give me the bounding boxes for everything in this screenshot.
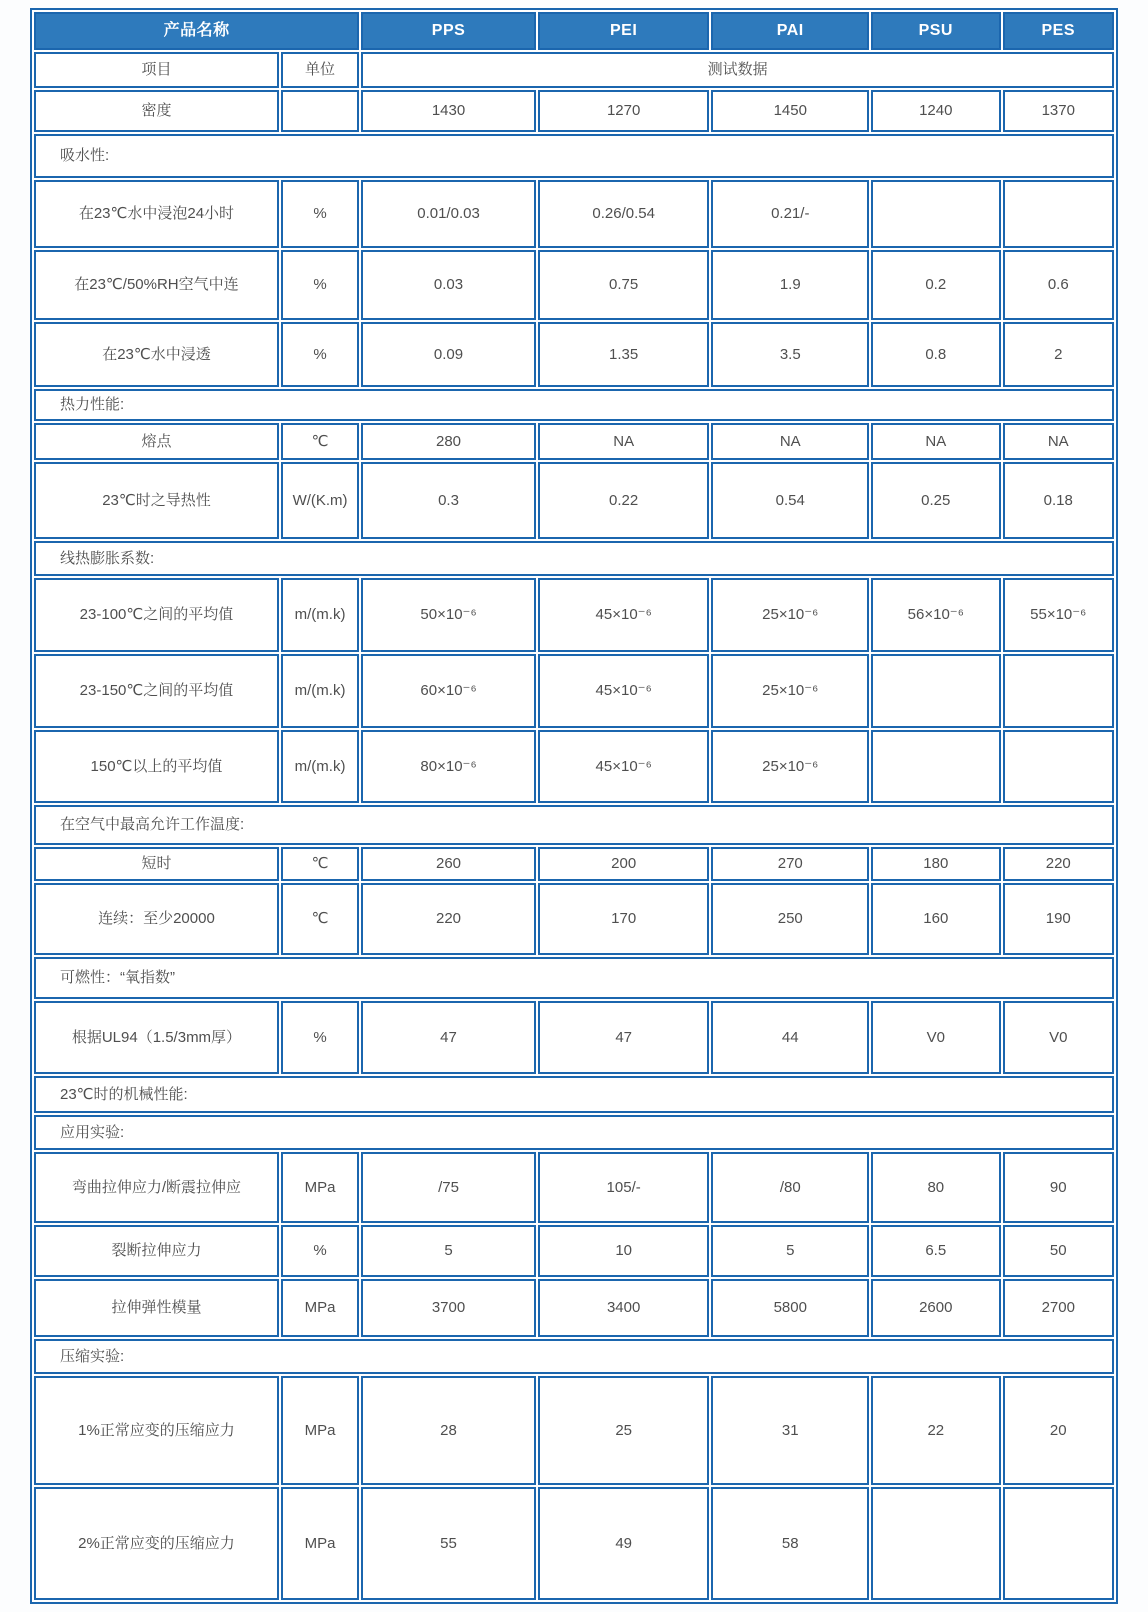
value-cell-psu: 1240 xyxy=(871,90,1000,132)
value-cell-pei: 47 xyxy=(538,1001,710,1074)
value-cell-pai: 1.9 xyxy=(711,250,869,320)
value-cell-pei: 10 xyxy=(538,1225,710,1277)
value-cell-pai: 270 xyxy=(711,847,869,881)
value-cell-pes: 50 xyxy=(1003,1225,1114,1277)
table-row xyxy=(34,654,1114,728)
value-cell-pai: 3.5 xyxy=(711,322,869,387)
value-cell-pai: NA xyxy=(711,423,869,460)
value-cell-pes: 0.18 xyxy=(1003,462,1114,539)
value-cell-psu xyxy=(871,180,1000,248)
value-cell-psu: 0.8 xyxy=(871,322,1000,387)
value-cell-pei: 45×10⁻⁶ xyxy=(538,578,710,652)
item-cell: 根据UL94（1.5/3mm厚） xyxy=(34,1001,279,1074)
value-cell-pes: 90 xyxy=(1003,1152,1114,1223)
table-row xyxy=(34,322,1114,387)
subheader-row xyxy=(34,52,1114,88)
value-cell-psu: 0.25 xyxy=(871,462,1000,539)
value-cell-pei: 0.22 xyxy=(538,462,710,539)
value-cell-pes xyxy=(1003,654,1114,728)
section-label-cell: 应用实验: xyxy=(34,1115,1114,1150)
product-column-psu: PSU xyxy=(871,12,1000,50)
value-cell-pei: 49 xyxy=(538,1487,710,1600)
unit-cell xyxy=(281,90,359,132)
item-cell: 短时 xyxy=(34,847,279,881)
unit-cell: m/(m.k) xyxy=(281,654,359,728)
unit-cell: m/(m.k) xyxy=(281,730,359,803)
product-column-pps: PPS xyxy=(361,12,536,50)
unit-cell: MPa xyxy=(281,1152,359,1223)
section-label-cell: 吸水性: xyxy=(34,134,1114,178)
value-cell-pes xyxy=(1003,730,1114,803)
value-cell-pai: 0.21/- xyxy=(711,180,869,248)
unit-cell: ℃ xyxy=(281,883,359,955)
value-cell-pei: 0.75 xyxy=(538,250,710,320)
value-cell-pes: NA xyxy=(1003,423,1114,460)
section-row xyxy=(34,541,1114,576)
value-cell-pei: 3400 xyxy=(538,1279,710,1337)
item-cell: 23-150℃之间的平均值 xyxy=(34,654,279,728)
table-row xyxy=(34,250,1114,320)
value-cell-pei: 45×10⁻⁶ xyxy=(538,654,710,728)
value-cell-pes xyxy=(1003,1487,1114,1600)
value-cell-pei: 45×10⁻⁶ xyxy=(538,730,710,803)
unit-cell: ℃ xyxy=(281,847,359,881)
value-cell-psu: 56×10⁻⁶ xyxy=(871,578,1000,652)
value-cell-psu: 0.2 xyxy=(871,250,1000,320)
value-cell-pps: 0.01/0.03 xyxy=(361,180,536,248)
table-row xyxy=(34,90,1114,132)
value-cell-pps: 0.3 xyxy=(361,462,536,539)
value-cell-pei: 200 xyxy=(538,847,710,881)
section-row xyxy=(34,1076,1114,1113)
value-cell-pei: 25 xyxy=(538,1376,710,1485)
unit-cell: % xyxy=(281,180,359,248)
test-data-header: 测试数据 xyxy=(361,52,1114,88)
value-cell-pes: 220 xyxy=(1003,847,1114,881)
value-cell-psu: 22 xyxy=(871,1376,1000,1485)
section-label-cell: 线热膨胀系数: xyxy=(34,541,1114,576)
value-cell-pps: 280 xyxy=(361,423,536,460)
table-row xyxy=(34,1225,1114,1277)
value-cell-psu: V0 xyxy=(871,1001,1000,1074)
unit-cell: m/(m.k) xyxy=(281,578,359,652)
table-row xyxy=(34,730,1114,803)
table-row xyxy=(34,1376,1114,1485)
value-cell-pes: 20 xyxy=(1003,1376,1114,1485)
section-row xyxy=(34,134,1114,178)
table-row xyxy=(34,578,1114,652)
value-cell-psu xyxy=(871,654,1000,728)
section-label-cell: 可燃性：“氧指数” xyxy=(34,957,1114,999)
item-cell: 2%正常应变的压缩应力 xyxy=(34,1487,279,1600)
value-cell-pps: 0.03 xyxy=(361,250,536,320)
value-cell-pps: 50×10⁻⁶ xyxy=(361,578,536,652)
value-cell-psu: NA xyxy=(871,423,1000,460)
value-cell-psu: 80 xyxy=(871,1152,1000,1223)
value-cell-pes: 55×10⁻⁶ xyxy=(1003,578,1114,652)
section-row xyxy=(34,957,1114,999)
unit-cell: W/(K.m) xyxy=(281,462,359,539)
item-cell: 在23℃/50%RH空气中连 xyxy=(34,250,279,320)
material-properties-table xyxy=(30,8,1118,1604)
item-cell: 弯曲拉伸应力/断震拉伸应 xyxy=(34,1152,279,1223)
item-cell: 在23℃水中浸泡24小时 xyxy=(34,180,279,248)
unit-cell: % xyxy=(281,322,359,387)
unit-cell: MPa xyxy=(281,1376,359,1485)
table-row xyxy=(34,462,1114,539)
value-cell-psu xyxy=(871,1487,1000,1600)
value-cell-pai: 250 xyxy=(711,883,869,955)
section-label-cell: 压缩实验: xyxy=(34,1339,1114,1374)
section-label-cell: 在空气中最高允许工作温度: xyxy=(34,805,1114,845)
value-cell-pei: 1.35 xyxy=(538,322,710,387)
value-cell-pps: /75 xyxy=(361,1152,536,1223)
value-cell-pei: NA xyxy=(538,423,710,460)
value-cell-pes xyxy=(1003,180,1114,248)
value-cell-pes: 1370 xyxy=(1003,90,1114,132)
value-cell-pai: /80 xyxy=(711,1152,869,1223)
product-header-row xyxy=(34,12,1114,50)
unit-header: 单位 xyxy=(281,52,359,88)
section-label-cell: 热力性能: xyxy=(34,389,1114,421)
value-cell-pei: 105/- xyxy=(538,1152,710,1223)
section-label-cell: 23℃时的机械性能: xyxy=(34,1076,1114,1113)
item-cell: 1%正常应变的压缩应力 xyxy=(34,1376,279,1485)
section-row xyxy=(34,1339,1114,1374)
section-row xyxy=(34,805,1114,845)
value-cell-pps: 220 xyxy=(361,883,536,955)
item-cell: 连续：至少20000 xyxy=(34,883,279,955)
item-cell: 拉伸弹性模量 xyxy=(34,1279,279,1337)
value-cell-pei: 1270 xyxy=(538,90,710,132)
table-row xyxy=(34,423,1114,460)
value-cell-pps: 5 xyxy=(361,1225,536,1277)
value-cell-pai: 25×10⁻⁶ xyxy=(711,654,869,728)
section-row xyxy=(34,1115,1114,1150)
table-row xyxy=(34,883,1114,955)
value-cell-pai: 0.54 xyxy=(711,462,869,539)
table-row xyxy=(34,180,1114,248)
item-cell: 裂断拉伸应力 xyxy=(34,1225,279,1277)
section-row xyxy=(34,389,1114,421)
unit-cell: MPa xyxy=(281,1279,359,1337)
value-cell-pei: 0.26/0.54 xyxy=(538,180,710,248)
value-cell-pps: 28 xyxy=(361,1376,536,1485)
unit-cell: ℃ xyxy=(281,423,359,460)
value-cell-pai: 5800 xyxy=(711,1279,869,1337)
table-row xyxy=(34,1152,1114,1223)
table-row xyxy=(34,1001,1114,1074)
value-cell-pps: 55 xyxy=(361,1487,536,1600)
value-cell-pai: 5 xyxy=(711,1225,869,1277)
value-cell-pes: 2700 xyxy=(1003,1279,1114,1337)
table-row xyxy=(34,847,1114,881)
unit-cell: % xyxy=(281,1001,359,1074)
value-cell-psu: 2600 xyxy=(871,1279,1000,1337)
value-cell-pps: 60×10⁻⁶ xyxy=(361,654,536,728)
value-cell-pes: 0.6 xyxy=(1003,250,1114,320)
product-column-pes: PES xyxy=(1003,12,1114,50)
value-cell-pes: V0 xyxy=(1003,1001,1114,1074)
value-cell-pps: 0.09 xyxy=(361,322,536,387)
value-cell-pes: 2 xyxy=(1003,322,1114,387)
item-cell: 23℃时之导热性 xyxy=(34,462,279,539)
table-row xyxy=(34,1279,1114,1337)
value-cell-pai: 1450 xyxy=(711,90,869,132)
unit-cell: % xyxy=(281,1225,359,1277)
table-row xyxy=(34,1487,1114,1600)
item-cell: 熔点 xyxy=(34,423,279,460)
product-name-header: 产品名称 xyxy=(34,12,359,50)
value-cell-pai: 58 xyxy=(711,1487,869,1600)
value-cell-pai: 25×10⁻⁶ xyxy=(711,730,869,803)
unit-cell: % xyxy=(281,250,359,320)
value-cell-psu xyxy=(871,730,1000,803)
item-cell: 密度 xyxy=(34,90,279,132)
item-cell: 在23℃水中浸透 xyxy=(34,322,279,387)
value-cell-pai: 44 xyxy=(711,1001,869,1074)
product-column-pei: PEI xyxy=(538,12,710,50)
value-cell-psu: 180 xyxy=(871,847,1000,881)
value-cell-pai: 25×10⁻⁶ xyxy=(711,578,869,652)
value-cell-pps: 47 xyxy=(361,1001,536,1074)
value-cell-pps: 1430 xyxy=(361,90,536,132)
value-cell-psu: 160 xyxy=(871,883,1000,955)
product-column-pai: PAI xyxy=(711,12,869,50)
value-cell-pes: 190 xyxy=(1003,883,1114,955)
item-cell: 150℃以上的平均值 xyxy=(34,730,279,803)
value-cell-pps: 3700 xyxy=(361,1279,536,1337)
value-cell-pai: 31 xyxy=(711,1376,869,1485)
value-cell-pei: 170 xyxy=(538,883,710,955)
item-cell: 23-100℃之间的平均值 xyxy=(34,578,279,652)
value-cell-pps: 260 xyxy=(361,847,536,881)
value-cell-psu: 6.5 xyxy=(871,1225,1000,1277)
value-cell-pps: 80×10⁻⁶ xyxy=(361,730,536,803)
table-body xyxy=(34,90,1114,1600)
item-header: 项目 xyxy=(34,52,279,88)
unit-cell: MPa xyxy=(281,1487,359,1600)
